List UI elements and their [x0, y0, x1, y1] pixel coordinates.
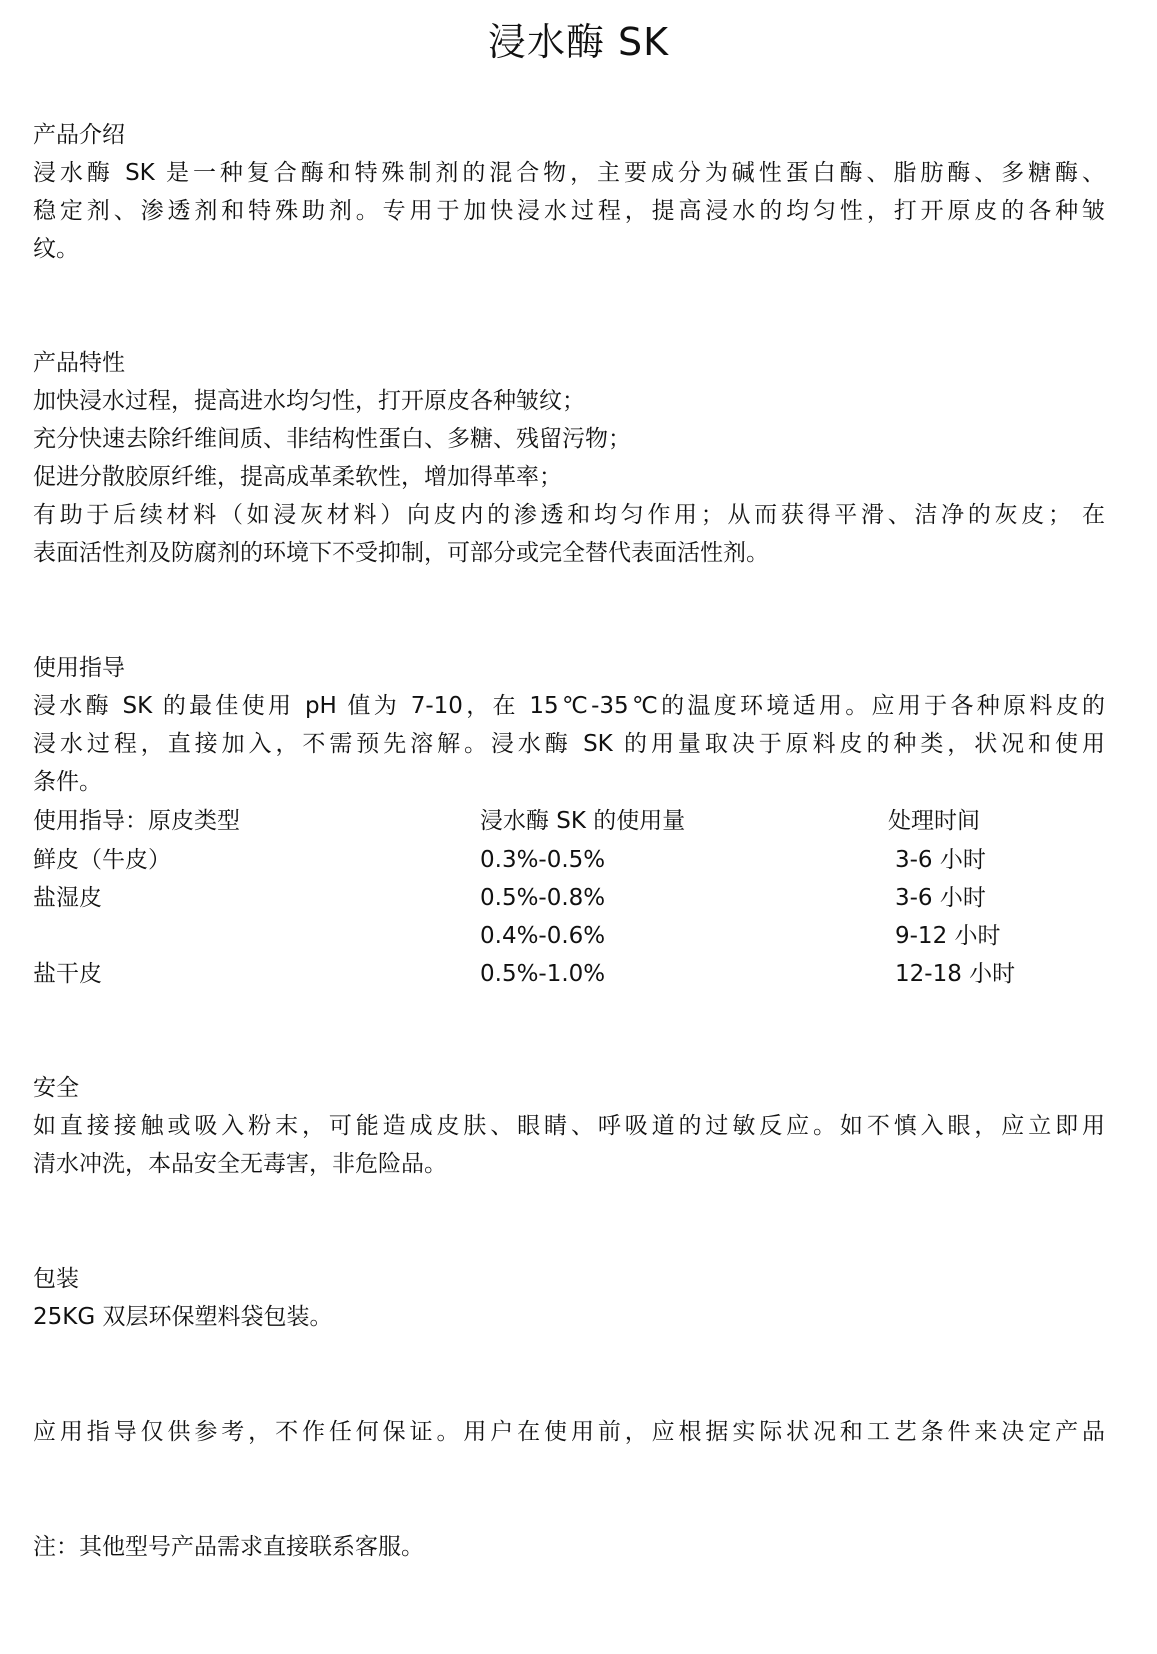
table-row-4-time: 12-18 小时	[895, 961, 1016, 987]
table-row-4-dosage: 0.5%-1.0%	[480, 961, 606, 987]
usage-line-2: 浸水过程，直接加入，不需预先溶解。浸水酶 SK 的用量取决于原料皮的种类，状况和使用	[33, 731, 1105, 757]
usage-line-1: 浸水酶 SK 的最佳使用 pH 值为 7-10，在 15℃-35℃的温度环境适用。应用于各种原料皮的	[33, 693, 1105, 719]
table-row-4-type: 盐干皮	[33, 961, 102, 987]
intro-line-1: 浸水酶 SK 是一种复合酶和特殊制剂的混合物，主要成分为碱性蛋白酶、脂肪酶、多糖酶、	[33, 160, 1105, 186]
features-line-3: 促进分散胶原纤维，提高成革柔软性，增加得革率；	[33, 464, 562, 490]
features-line-5: 表面活性剂及防腐剂的环境下不受抑制，可部分或完全替代表面活性剂。	[33, 540, 769, 566]
table-row-1-type: 鲜皮（牛皮）	[33, 847, 171, 873]
safety-line-1: 如直接接触或吸入粉末，可能造成皮肤、眼睛、呼吸道的过敏反应。如不慎入眼，应立即用	[33, 1113, 1105, 1139]
safety-line-2: 清水冲洗，本品安全无毒害，非危险品。	[33, 1151, 447, 1177]
usage-heading: 使用指导	[33, 655, 125, 681]
intro-line-3: 纹。	[33, 236, 79, 262]
table-header-time: 处理时间	[888, 808, 980, 834]
table-header-dosage: 浸水酶 SK 的使用量	[480, 808, 686, 834]
note-text: 注：其他型号产品需求直接联系客服。	[33, 1534, 424, 1560]
table-row-2-dosage: 0.5%-0.8%	[480, 885, 606, 911]
features-line-2: 充分快速去除纤维间质、非结构性蛋白、多糖、残留污物；	[33, 426, 631, 452]
table-row-1-dosage: 0.3%-0.5%	[480, 847, 606, 873]
table-row-1-time: 3-6 小时	[895, 847, 986, 873]
table-row-2-time: 3-6 小时	[895, 885, 986, 911]
features-line-1: 加快浸水过程，提高进水均匀性，打开原皮各种皱纹；	[33, 388, 585, 414]
packaging-line-1: 25KG 双层环保塑料袋包装。	[33, 1304, 333, 1330]
table-header-hide-type: 使用指导：原皮类型	[33, 808, 240, 834]
table-row-3-dosage: 0.4%-0.6%	[480, 923, 606, 949]
features-line-4: 有助于后续材料（如浸灰材料）向皮内的渗透和均匀作用；从而获得平滑、洁净的灰皮； 在	[33, 502, 1105, 528]
packaging-heading: 包装	[33, 1266, 79, 1292]
safety-heading: 安全	[33, 1075, 79, 1101]
table-row-3-time: 9-12 小时	[895, 923, 1001, 949]
table-row-2-type: 盐湿皮	[33, 885, 102, 911]
features-heading: 产品特性	[33, 350, 125, 376]
page-title: 浸水酶 SK	[487, 20, 670, 64]
usage-line-3: 条件。	[33, 769, 102, 795]
intro-line-2: 稳定剂、渗透剂和特殊助剂。专用于加快浸水过程，提高浸水的均匀性，打开原皮的各种皱	[33, 198, 1105, 224]
intro-heading: 产品介绍	[33, 122, 125, 148]
disclaimer-text: 应用指导仅供参考，不作任何保证。用户在使用前，应根据实际状况和工艺条件来决定产品	[33, 1419, 1105, 1445]
